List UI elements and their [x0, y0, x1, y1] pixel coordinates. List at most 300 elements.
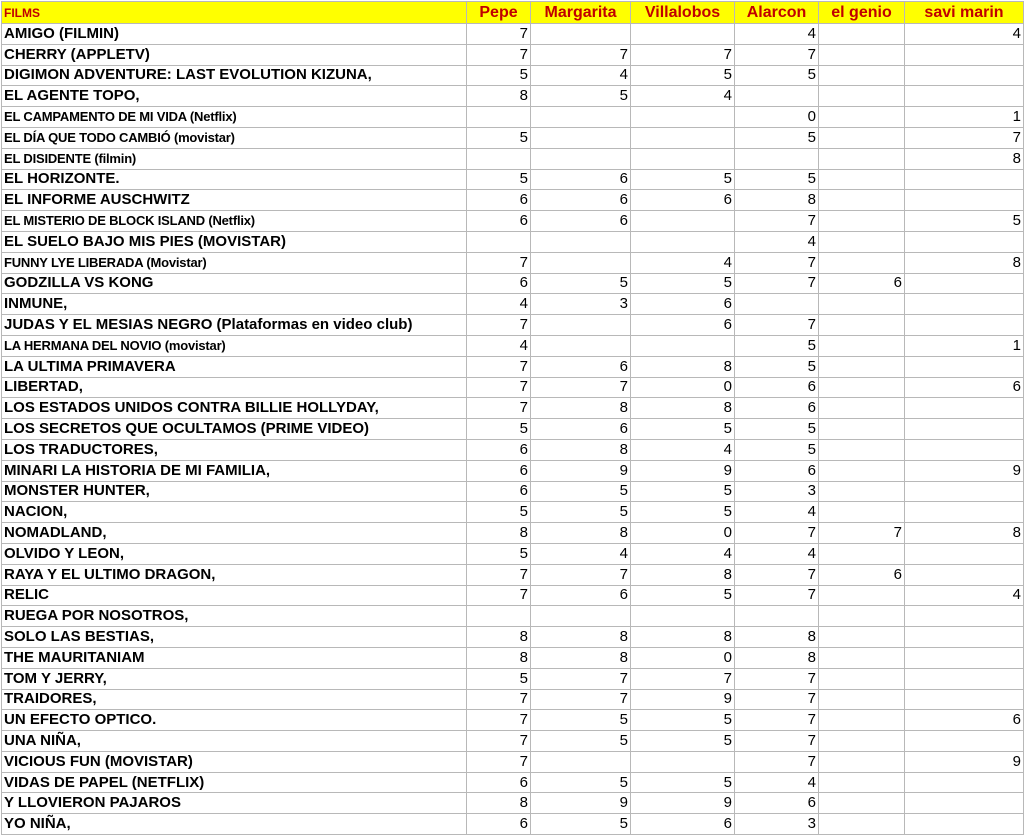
score-cell[interactable]	[819, 86, 905, 107]
score-cell[interactable]	[905, 814, 1024, 835]
header-savi-marin[interactable]: savi marin	[905, 2, 1024, 24]
table-row	[2, 481, 1024, 502]
score-cell[interactable]	[819, 439, 905, 460]
score-cell[interactable]	[819, 44, 905, 65]
score-cell[interactable]: 5	[631, 65, 735, 86]
score-cell[interactable]	[631, 751, 735, 772]
score-cell[interactable]	[819, 377, 905, 398]
score-cell[interactable]: 6	[735, 398, 819, 419]
score-cell[interactable]	[905, 169, 1024, 190]
table-row	[2, 606, 1024, 627]
score-cell[interactable]	[819, 772, 905, 793]
score-cell[interactable]	[819, 710, 905, 731]
film-title-cell[interactable]: YO NIÑA,	[2, 814, 467, 835]
score-cell[interactable]	[819, 107, 905, 128]
score-cell[interactable]	[819, 65, 905, 86]
score-cell[interactable]: 5	[531, 86, 631, 107]
film-title-cell[interactable]: EL MISTERIO DE BLOCK ISLAND (Netflix)	[2, 211, 467, 232]
score-cell[interactable]: 6	[819, 273, 905, 294]
table-row	[2, 647, 1024, 668]
film-title-cell[interactable]: CHERRY (APPLETV)	[2, 44, 467, 65]
score-cell[interactable]	[735, 148, 819, 169]
film-title-cell[interactable]: EL DISIDENTE (filmin)	[2, 148, 467, 169]
score-cell[interactable]: 3	[531, 294, 631, 315]
score-cell[interactable]	[819, 127, 905, 148]
score-cell[interactable]: 5	[531, 481, 631, 502]
table-row	[2, 523, 1024, 544]
table-row	[2, 211, 1024, 232]
table-row	[2, 668, 1024, 689]
score-cell[interactable]	[905, 502, 1024, 523]
score-cell[interactable]: 6	[531, 211, 631, 232]
film-title-cell[interactable]: AMIGO (FILMIN)	[2, 24, 467, 45]
score-cell[interactable]	[735, 606, 819, 627]
score-cell[interactable]	[631, 231, 735, 252]
score-cell[interactable]: 9	[905, 751, 1024, 772]
score-cell[interactable]: 7	[467, 24, 531, 45]
score-cell[interactable]: 0	[631, 523, 735, 544]
score-cell[interactable]	[819, 169, 905, 190]
score-cell[interactable]	[905, 543, 1024, 564]
score-cell[interactable]: 5	[631, 710, 735, 731]
film-title-cell[interactable]: EL AGENTE TOPO,	[2, 86, 467, 107]
score-cell[interactable]: 7	[735, 315, 819, 336]
score-cell[interactable]: 7	[467, 710, 531, 731]
film-title-cell[interactable]: RELIC	[2, 585, 467, 606]
score-cell[interactable]	[819, 481, 905, 502]
score-cell[interactable]	[631, 107, 735, 128]
score-cell[interactable]	[905, 689, 1024, 710]
score-cell[interactable]: 7	[467, 315, 531, 336]
score-cell[interactable]	[631, 127, 735, 148]
table-row	[2, 315, 1024, 336]
score-cell[interactable]: 7	[531, 564, 631, 585]
film-title-cell[interactable]: RAYA Y EL ULTIMO DRAGON,	[2, 564, 467, 585]
score-cell[interactable]: 8	[531, 439, 631, 460]
score-cell[interactable]	[905, 294, 1024, 315]
score-cell[interactable]: 8	[631, 398, 735, 419]
score-cell[interactable]	[819, 190, 905, 211]
score-cell[interactable]: 5	[735, 356, 819, 377]
score-cell[interactable]	[905, 231, 1024, 252]
score-cell[interactable]	[819, 294, 905, 315]
film-title-cell[interactable]: LOS TRADUCTORES,	[2, 439, 467, 460]
film-title-cell[interactable]: LOS ESTADOS UNIDOS CONTRA BILLIE HOLLYDAY,	[2, 398, 467, 419]
score-cell[interactable]	[819, 689, 905, 710]
score-cell[interactable]: 9	[531, 460, 631, 481]
film-title-cell[interactable]: NACION,	[2, 502, 467, 523]
score-cell[interactable]: 6	[735, 460, 819, 481]
score-cell[interactable]	[905, 273, 1024, 294]
score-cell[interactable]	[735, 86, 819, 107]
score-cell[interactable]	[819, 335, 905, 356]
film-title-cell[interactable]: EL INFORME AUSCHWITZ	[2, 190, 467, 211]
score-cell[interactable]	[905, 439, 1024, 460]
film-title-cell[interactable]: MONSTER HUNTER,	[2, 481, 467, 502]
score-cell[interactable]: 7	[467, 751, 531, 772]
score-cell[interactable]: 5	[467, 419, 531, 440]
score-cell[interactable]: 8	[905, 148, 1024, 169]
score-cell[interactable]	[905, 315, 1024, 336]
score-cell[interactable]: 8	[735, 190, 819, 211]
score-cell[interactable]: 7	[531, 44, 631, 65]
score-cell[interactable]: 7	[905, 127, 1024, 148]
score-cell[interactable]: 4	[905, 24, 1024, 45]
score-cell[interactable]: 7	[467, 564, 531, 585]
score-cell[interactable]	[819, 231, 905, 252]
score-cell[interactable]: 7	[467, 731, 531, 752]
score-cell[interactable]: 5	[531, 710, 631, 731]
score-cell[interactable]	[905, 44, 1024, 65]
score-cell[interactable]: 9	[631, 460, 735, 481]
score-cell[interactable]: 7	[631, 668, 735, 689]
score-cell[interactable]	[819, 356, 905, 377]
score-cell[interactable]: 5	[735, 335, 819, 356]
score-cell[interactable]: 5	[531, 273, 631, 294]
score-cell[interactable]: 5	[467, 65, 531, 86]
score-cell[interactable]: 8	[735, 647, 819, 668]
score-cell[interactable]	[819, 398, 905, 419]
score-cell[interactable]: 8	[467, 647, 531, 668]
score-cell[interactable]: 6	[631, 315, 735, 336]
score-cell[interactable]	[819, 24, 905, 45]
score-cell[interactable]: 5	[905, 211, 1024, 232]
score-cell[interactable]: 7	[735, 710, 819, 731]
score-cell[interactable]: 7	[631, 44, 735, 65]
score-cell[interactable]	[531, 148, 631, 169]
score-cell[interactable]	[905, 772, 1024, 793]
film-title-cell[interactable]: VICIOUS FUN (MOVISTAR)	[2, 751, 467, 772]
score-cell[interactable]: 6	[631, 814, 735, 835]
score-cell[interactable]: 5	[631, 169, 735, 190]
score-cell[interactable]: 5	[631, 731, 735, 752]
score-cell[interactable]	[819, 460, 905, 481]
score-cell[interactable]	[905, 481, 1024, 502]
score-cell[interactable]: 7	[735, 668, 819, 689]
score-cell[interactable]	[531, 24, 631, 45]
score-cell[interactable]	[531, 231, 631, 252]
film-title-cell[interactable]: EL SUELO BAJO MIS PIES (MOVISTAR)	[2, 231, 467, 252]
score-cell[interactable]	[531, 335, 631, 356]
score-cell[interactable]	[905, 190, 1024, 211]
score-cell[interactable]: 6	[735, 793, 819, 814]
score-cell[interactable]: 8	[467, 523, 531, 544]
score-cell[interactable]: 9	[631, 793, 735, 814]
score-cell[interactable]: 8	[467, 86, 531, 107]
score-cell[interactable]: 0	[631, 647, 735, 668]
score-cell[interactable]	[631, 606, 735, 627]
score-cell[interactable]	[819, 502, 905, 523]
film-title-cell[interactable]: EL DÍA QUE TODO CAMBIÓ (movistar)	[2, 127, 467, 148]
score-cell[interactable]: 5	[735, 419, 819, 440]
score-cell[interactable]	[467, 107, 531, 128]
header-margarita[interactable]: Margarita	[531, 2, 631, 24]
score-cell[interactable]: 6	[467, 772, 531, 793]
score-cell[interactable]	[531, 107, 631, 128]
film-title-cell[interactable]: UN EFECTO OPTICO.	[2, 710, 467, 731]
score-cell[interactable]: 8	[531, 627, 631, 648]
score-cell[interactable]	[819, 731, 905, 752]
score-cell[interactable]: 6	[467, 460, 531, 481]
score-cell[interactable]: 7	[735, 44, 819, 65]
score-cell[interactable]: 6	[531, 169, 631, 190]
score-cell[interactable]: 5	[735, 439, 819, 460]
score-cell[interactable]: 7	[531, 668, 631, 689]
header-el-genio[interactable]: el genio	[819, 2, 905, 24]
score-cell[interactable]: 6	[467, 439, 531, 460]
film-title-cell[interactable]: FUNNY LYE LIBERADA (Movistar)	[2, 252, 467, 273]
score-cell[interactable]: 4	[631, 252, 735, 273]
score-cell[interactable]	[819, 419, 905, 440]
score-cell[interactable]: 5	[467, 127, 531, 148]
score-cell[interactable]: 6	[467, 481, 531, 502]
score-cell[interactable]: 6	[819, 564, 905, 585]
header-villalobos[interactable]: Villalobos	[631, 2, 735, 24]
film-title-cell[interactable]: NOMADLAND,	[2, 523, 467, 544]
score-cell[interactable]: 7	[467, 356, 531, 377]
score-cell[interactable]	[819, 148, 905, 169]
score-cell[interactable]	[819, 315, 905, 336]
header-pepe[interactable]: Pepe	[467, 2, 531, 24]
score-cell[interactable]: 8	[531, 523, 631, 544]
score-cell[interactable]: 7	[819, 523, 905, 544]
score-cell[interactable]: 7	[467, 585, 531, 606]
score-cell[interactable]: 5	[467, 668, 531, 689]
film-title-cell[interactable]: OLVIDO Y LEON,	[2, 543, 467, 564]
score-cell[interactable]: 7	[735, 751, 819, 772]
score-cell[interactable]	[905, 398, 1024, 419]
score-cell[interactable]: 5	[531, 502, 631, 523]
film-title-cell[interactable]: EL HORIZONTE.	[2, 169, 467, 190]
table-row	[2, 814, 1024, 835]
table-row	[2, 65, 1024, 86]
film-title-cell[interactable]: LA ULTIMA PRIMAVERA	[2, 356, 467, 377]
score-cell[interactable]: 4	[735, 231, 819, 252]
score-cell[interactable]: 7	[467, 252, 531, 273]
score-cell[interactable]: 6	[905, 710, 1024, 731]
table-row	[2, 169, 1024, 190]
score-cell[interactable]: 5	[531, 814, 631, 835]
score-cell[interactable]	[631, 211, 735, 232]
header-alarcon[interactable]: Alarcon	[735, 2, 819, 24]
film-title-cell[interactable]: JUDAS Y EL MESIAS NEGRO (Plataformas en video club)	[2, 315, 467, 336]
score-cell[interactable]	[905, 86, 1024, 107]
score-cell[interactable]: 4	[735, 543, 819, 564]
score-cell[interactable]: 8	[735, 627, 819, 648]
score-cell[interactable]: 6	[905, 377, 1024, 398]
score-cell[interactable]: 7	[467, 398, 531, 419]
score-cell[interactable]: 5	[631, 419, 735, 440]
score-cell[interactable]	[819, 668, 905, 689]
score-cell[interactable]	[819, 793, 905, 814]
table-row	[2, 377, 1024, 398]
score-cell[interactable]: 9	[631, 689, 735, 710]
score-cell[interactable]: 4	[467, 335, 531, 356]
score-cell[interactable]: 7	[735, 252, 819, 273]
score-cell[interactable]: 1	[905, 335, 1024, 356]
score-cell[interactable]	[905, 647, 1024, 668]
table-row	[2, 127, 1024, 148]
score-cell[interactable]: 4	[467, 294, 531, 315]
score-cell[interactable]: 4	[735, 772, 819, 793]
score-cell[interactable]	[905, 419, 1024, 440]
film-title-cell[interactable]: LOS SECRETOS QUE OCULTAMOS (PRIME VIDEO)	[2, 419, 467, 440]
film-title-cell[interactable]: Y LLOVIERON PAJAROS	[2, 793, 467, 814]
score-cell[interactable]: 8	[905, 523, 1024, 544]
score-cell[interactable]: 6	[631, 190, 735, 211]
score-cell[interactable]	[631, 24, 735, 45]
table-row	[2, 543, 1024, 564]
table-row	[2, 190, 1024, 211]
score-cell[interactable]: 4	[905, 585, 1024, 606]
header-row	[2, 2, 1024, 24]
film-title-cell[interactable]: LIBERTAD,	[2, 377, 467, 398]
score-cell[interactable]	[467, 148, 531, 169]
score-cell[interactable]: 0	[735, 107, 819, 128]
score-cell[interactable]	[467, 606, 531, 627]
film-title-cell[interactable]: GODZILLA VS KONG	[2, 273, 467, 294]
score-cell[interactable]: 9	[531, 793, 631, 814]
score-cell[interactable]: 4	[735, 502, 819, 523]
table-row	[2, 772, 1024, 793]
score-cell[interactable]: 7	[467, 44, 531, 65]
score-cell[interactable]: 8	[467, 793, 531, 814]
score-cell[interactable]	[531, 606, 631, 627]
score-cell[interactable]: 8	[531, 647, 631, 668]
score-cell[interactable]: 9	[905, 460, 1024, 481]
table-row	[2, 710, 1024, 731]
score-cell[interactable]: 5	[467, 169, 531, 190]
score-cell[interactable]	[531, 751, 631, 772]
score-cell[interactable]	[905, 627, 1024, 648]
score-cell[interactable]: 8	[531, 398, 631, 419]
score-cell[interactable]	[905, 65, 1024, 86]
score-cell[interactable]: 8	[905, 252, 1024, 273]
score-cell[interactable]: 6	[531, 585, 631, 606]
score-cell[interactable]	[631, 148, 735, 169]
score-cell[interactable]: 6	[631, 294, 735, 315]
score-cell[interactable]	[905, 564, 1024, 585]
film-title-cell[interactable]: INMUNE,	[2, 294, 467, 315]
score-cell[interactable]: 5	[631, 502, 735, 523]
score-cell[interactable]: 6	[531, 419, 631, 440]
score-cell[interactable]: 7	[735, 523, 819, 544]
score-cell[interactable]: 6	[467, 190, 531, 211]
score-cell[interactable]: 5	[631, 273, 735, 294]
score-cell[interactable]	[905, 731, 1024, 752]
score-cell[interactable]: 7	[735, 564, 819, 585]
score-cell[interactable]: 6	[467, 814, 531, 835]
film-title-cell[interactable]: EL CAMPAMENTO DE MI VIDA (Netflix)	[2, 107, 467, 128]
score-cell[interactable]: 8	[631, 356, 735, 377]
score-cell[interactable]: 1	[905, 107, 1024, 128]
score-cell[interactable]: 4	[531, 65, 631, 86]
score-cell[interactable]: 4	[735, 24, 819, 45]
score-cell[interactable]: 7	[531, 377, 631, 398]
score-cell[interactable]	[531, 315, 631, 336]
score-cell[interactable]: 7	[467, 377, 531, 398]
score-cell[interactable]: 4	[631, 439, 735, 460]
score-cell[interactable]	[531, 127, 631, 148]
score-cell[interactable]: 5	[735, 127, 819, 148]
score-cell[interactable]: 8	[631, 564, 735, 585]
film-title-cell[interactable]: LA HERMANA DEL NOVIO (movistar)	[2, 335, 467, 356]
score-cell[interactable]: 7	[735, 731, 819, 752]
score-cell[interactable]	[819, 543, 905, 564]
score-cell[interactable]: 5	[531, 731, 631, 752]
score-cell[interactable]	[819, 814, 905, 835]
score-cell[interactable]: 5	[531, 772, 631, 793]
score-cell[interactable]: 6	[531, 356, 631, 377]
score-cell[interactable]	[905, 793, 1024, 814]
film-title-cell[interactable]: RUEGA POR NOSOTROS,	[2, 606, 467, 627]
film-title-cell[interactable]: SOLO LAS BESTIAS,	[2, 627, 467, 648]
score-cell[interactable]: 6	[735, 377, 819, 398]
score-cell[interactable]: 6	[467, 211, 531, 232]
score-cell[interactable]	[819, 647, 905, 668]
score-cell[interactable]	[905, 606, 1024, 627]
score-cell[interactable]: 7	[735, 211, 819, 232]
film-title-cell[interactable]: TRAIDORES,	[2, 689, 467, 710]
score-cell[interactable]: 7	[735, 585, 819, 606]
score-cell[interactable]	[819, 211, 905, 232]
score-cell[interactable]: 6	[531, 190, 631, 211]
score-cell[interactable]	[531, 252, 631, 273]
score-cell[interactable]: 5	[735, 169, 819, 190]
film-title-cell[interactable]: DIGIMON ADVENTURE: LAST EVOLUTION KIZUNA,	[2, 65, 467, 86]
film-title-cell[interactable]: UNA NIÑA,	[2, 731, 467, 752]
score-cell[interactable]: 5	[467, 543, 531, 564]
score-cell[interactable]	[467, 231, 531, 252]
table-row	[2, 24, 1024, 45]
score-cell[interactable]	[631, 335, 735, 356]
score-cell[interactable]: 4	[631, 86, 735, 107]
score-cell[interactable]: 6	[467, 273, 531, 294]
score-cell[interactable]: 3	[735, 814, 819, 835]
score-cell[interactable]	[819, 751, 905, 772]
score-cell[interactable]: 5	[631, 772, 735, 793]
table-row	[2, 148, 1024, 169]
header-films[interactable]: FILMS	[2, 2, 467, 24]
score-cell[interactable]: 5	[467, 502, 531, 523]
score-cell[interactable]	[819, 585, 905, 606]
score-cell[interactable]: 4	[631, 543, 735, 564]
film-title-cell[interactable]: MINARI LA HISTORIA DE MI FAMILIA,	[2, 460, 467, 481]
score-cell[interactable]: 4	[531, 543, 631, 564]
score-cell[interactable]	[905, 668, 1024, 689]
score-cell[interactable]: 7	[735, 273, 819, 294]
score-cell[interactable]	[819, 627, 905, 648]
score-cell[interactable]: 7	[467, 689, 531, 710]
score-cell[interactable]: 8	[467, 627, 531, 648]
score-cell[interactable]: 0	[631, 377, 735, 398]
score-cell[interactable]	[819, 252, 905, 273]
score-cell[interactable]: 8	[631, 627, 735, 648]
film-title-cell[interactable]: TOM Y JERRY,	[2, 668, 467, 689]
score-cell[interactable]	[905, 356, 1024, 377]
film-title-cell[interactable]: VIDAS DE PAPEL (NETFLIX)	[2, 772, 467, 793]
score-cell[interactable]: 7	[531, 689, 631, 710]
score-cell[interactable]: 3	[735, 481, 819, 502]
score-cell[interactable]	[735, 294, 819, 315]
table-row	[2, 731, 1024, 752]
score-cell[interactable]: 5	[631, 585, 735, 606]
score-cell[interactable]: 5	[631, 481, 735, 502]
score-cell[interactable]: 5	[735, 65, 819, 86]
score-cell[interactable]: 7	[735, 689, 819, 710]
film-title-cell[interactable]: THE MAURITANIAM	[2, 647, 467, 668]
score-cell[interactable]	[819, 606, 905, 627]
